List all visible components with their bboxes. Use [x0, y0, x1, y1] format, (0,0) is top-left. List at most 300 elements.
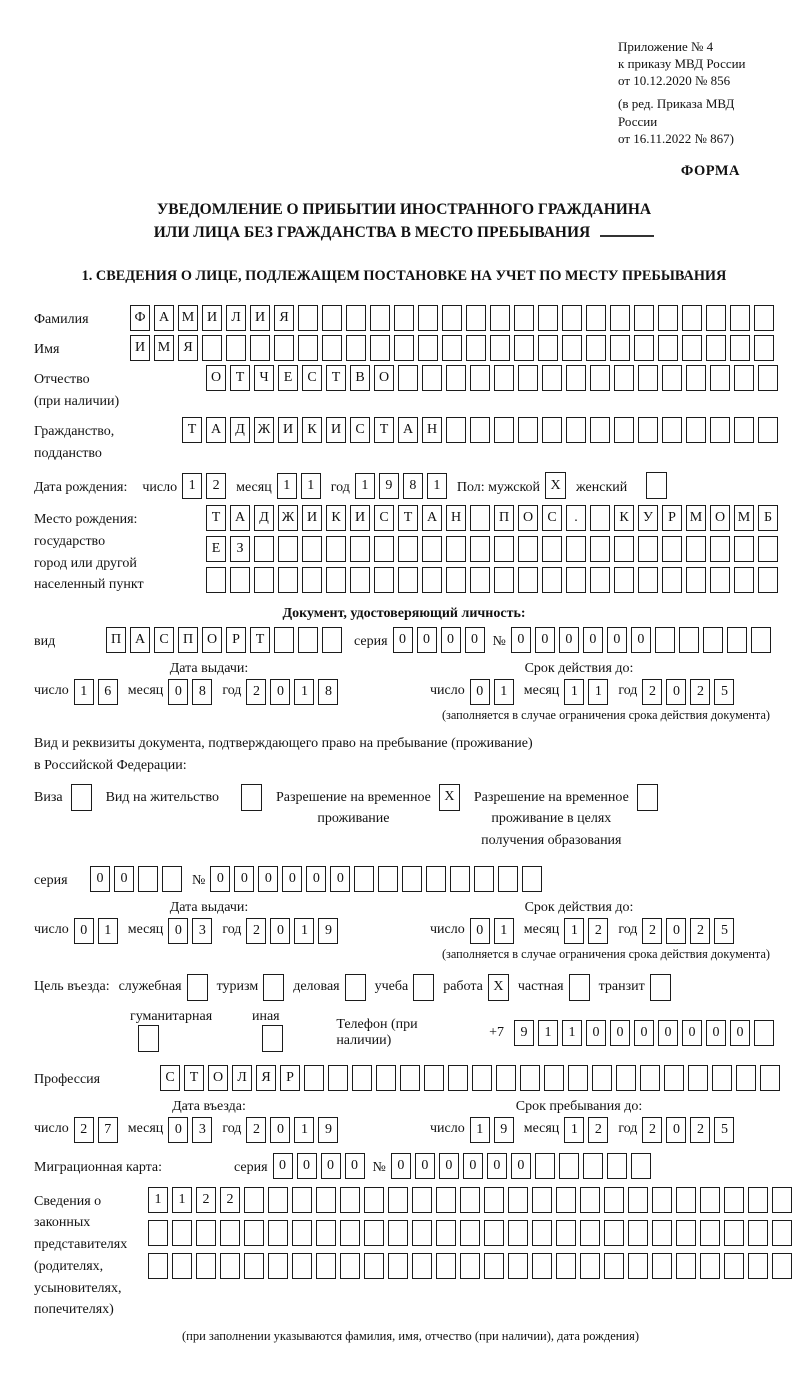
char-cell[interactable] — [544, 1065, 564, 1091]
char-cell[interactable]: 8 — [192, 679, 212, 705]
char-cell[interactable] — [172, 1220, 192, 1246]
char-cell[interactable] — [604, 1253, 624, 1279]
char-cell[interactable]: Л — [226, 305, 246, 331]
char-cell[interactable]: 0 — [535, 627, 555, 653]
char-cell[interactable]: О — [206, 365, 226, 391]
char-cell[interactable] — [450, 866, 470, 892]
char-cell[interactable]: Е — [206, 536, 226, 562]
char-cell[interactable]: М — [154, 335, 174, 361]
char-cell[interactable] — [520, 1065, 540, 1091]
char-cell[interactable] — [710, 567, 730, 593]
char-cell[interactable]: 0 — [306, 866, 326, 892]
char-cell[interactable]: А — [206, 417, 226, 443]
char-cell[interactable]: 1 — [294, 918, 314, 944]
char-cell[interactable] — [460, 1187, 480, 1213]
char-cell[interactable] — [664, 1065, 684, 1091]
char-cell[interactable] — [734, 567, 754, 593]
char-cell[interactable] — [398, 365, 418, 391]
char-cell[interactable] — [562, 305, 582, 331]
char-cell[interactable] — [638, 536, 658, 562]
char-cell[interactable] — [340, 1253, 360, 1279]
char-cell[interactable] — [412, 1253, 432, 1279]
char-cell[interactable]: 2 — [588, 1117, 608, 1143]
char-cell[interactable] — [631, 1153, 651, 1179]
char-cell[interactable] — [364, 1187, 384, 1213]
char-cell[interactable] — [628, 1253, 648, 1279]
char-cell[interactable] — [196, 1220, 216, 1246]
char-cell[interactable] — [772, 1220, 792, 1246]
char-cell[interactable] — [682, 305, 702, 331]
checkbox-turizm[interactable] — [263, 974, 284, 1001]
char-cell[interactable] — [772, 1187, 792, 1213]
char-cell[interactable] — [508, 1253, 528, 1279]
char-cell[interactable] — [566, 567, 586, 593]
char-cell[interactable]: 1 — [172, 1187, 192, 1213]
checkbox-sluzhebnaya[interactable] — [187, 974, 208, 1001]
char-cell[interactable] — [274, 335, 294, 361]
char-cell[interactable]: А — [130, 627, 150, 653]
char-cell[interactable] — [556, 1187, 576, 1213]
char-cell[interactable]: 5 — [714, 918, 734, 944]
char-cell[interactable]: 0 — [439, 1153, 459, 1179]
char-cell[interactable] — [760, 1065, 780, 1091]
char-cell[interactable] — [610, 305, 630, 331]
char-cell[interactable] — [662, 567, 682, 593]
char-cell[interactable]: М — [178, 305, 198, 331]
char-cell[interactable]: 0 — [511, 627, 531, 653]
char-cell[interactable]: 0 — [168, 679, 188, 705]
char-cell[interactable] — [616, 1065, 636, 1091]
char-cell[interactable] — [346, 305, 366, 331]
char-cell[interactable] — [340, 1220, 360, 1246]
char-cell[interactable] — [682, 335, 702, 361]
char-cell[interactable] — [436, 1187, 456, 1213]
char-cell[interactable] — [202, 335, 222, 361]
char-cell[interactable]: К — [326, 505, 346, 531]
char-cell[interactable] — [640, 1065, 660, 1091]
char-cell[interactable]: 1 — [277, 473, 297, 499]
checkbox-temporary-residence-education[interactable] — [637, 784, 658, 811]
char-cell[interactable] — [754, 1020, 774, 1046]
char-cell[interactable]: Т — [374, 417, 394, 443]
char-cell[interactable] — [518, 536, 538, 562]
char-cell[interactable]: 1 — [98, 918, 118, 944]
checkbox-ucheba[interactable] — [413, 974, 434, 1001]
char-cell[interactable] — [448, 1065, 468, 1091]
char-cell[interactable]: Т — [182, 417, 202, 443]
checkbox-chastnaya[interactable] — [569, 974, 590, 1001]
char-cell[interactable] — [490, 335, 510, 361]
char-cell[interactable] — [730, 305, 750, 331]
char-cell[interactable] — [376, 1065, 396, 1091]
char-cell[interactable] — [532, 1253, 552, 1279]
char-cell[interactable] — [426, 866, 446, 892]
char-cell[interactable] — [724, 1187, 744, 1213]
char-cell[interactable]: Я — [256, 1065, 276, 1091]
char-cell[interactable]: О — [202, 627, 222, 653]
char-cell[interactable] — [532, 1220, 552, 1246]
char-cell[interactable] — [322, 335, 342, 361]
char-cell[interactable]: Ж — [278, 505, 298, 531]
char-cell[interactable] — [278, 536, 298, 562]
char-cell[interactable] — [274, 627, 294, 653]
char-cell[interactable] — [418, 305, 438, 331]
checkbox-delovaya[interactable] — [345, 974, 366, 1001]
char-cell[interactable] — [734, 417, 754, 443]
char-cell[interactable]: И — [202, 305, 222, 331]
char-cell[interactable]: 0 — [487, 1153, 507, 1179]
char-cell[interactable]: С — [542, 505, 562, 531]
char-cell[interactable] — [748, 1220, 768, 1246]
char-cell[interactable] — [658, 305, 678, 331]
char-cell[interactable] — [518, 417, 538, 443]
char-cell[interactable]: А — [398, 417, 418, 443]
char-cell[interactable] — [535, 1153, 555, 1179]
char-cell[interactable] — [712, 1065, 732, 1091]
char-cell[interactable] — [604, 1220, 624, 1246]
char-cell[interactable]: 1 — [427, 473, 447, 499]
char-cell[interactable] — [378, 866, 398, 892]
char-cell[interactable] — [700, 1187, 720, 1213]
char-cell[interactable] — [686, 567, 706, 593]
char-cell[interactable]: С — [350, 417, 370, 443]
char-cell[interactable] — [628, 1220, 648, 1246]
char-cell[interactable] — [292, 1220, 312, 1246]
char-cell[interactable] — [706, 335, 726, 361]
char-cell[interactable]: 0 — [114, 866, 134, 892]
char-cell[interactable] — [542, 536, 562, 562]
char-cell[interactable]: Н — [446, 505, 466, 531]
char-cell[interactable] — [278, 567, 298, 593]
char-cell[interactable] — [566, 365, 586, 391]
char-cell[interactable] — [346, 335, 366, 361]
char-cell[interactable] — [700, 1220, 720, 1246]
char-cell[interactable]: 0 — [391, 1153, 411, 1179]
char-cell[interactable] — [494, 365, 514, 391]
checkbox-female[interactable] — [646, 472, 667, 499]
char-cell[interactable]: Р — [662, 505, 682, 531]
char-cell[interactable]: 3 — [192, 1117, 212, 1143]
char-cell[interactable]: 0 — [658, 1020, 678, 1046]
char-cell[interactable] — [676, 1220, 696, 1246]
char-cell[interactable] — [652, 1187, 672, 1213]
char-cell[interactable]: 9 — [514, 1020, 534, 1046]
char-cell[interactable] — [580, 1253, 600, 1279]
char-cell[interactable] — [326, 536, 346, 562]
char-cell[interactable] — [679, 627, 699, 653]
char-cell[interactable] — [652, 1220, 672, 1246]
char-cell[interactable]: 0 — [210, 866, 230, 892]
char-cell[interactable] — [412, 1220, 432, 1246]
char-cell[interactable]: 2 — [246, 679, 266, 705]
char-cell[interactable] — [474, 866, 494, 892]
char-cell[interactable] — [350, 536, 370, 562]
char-cell[interactable] — [686, 417, 706, 443]
char-cell[interactable] — [172, 1253, 192, 1279]
char-cell[interactable]: В — [350, 365, 370, 391]
char-cell[interactable]: 0 — [511, 1153, 531, 1179]
char-cell[interactable] — [652, 1253, 672, 1279]
char-cell[interactable] — [638, 417, 658, 443]
char-cell[interactable]: 0 — [234, 866, 254, 892]
char-cell[interactable]: 0 — [297, 1153, 317, 1179]
char-cell[interactable] — [398, 567, 418, 593]
char-cell[interactable] — [518, 365, 538, 391]
char-cell[interactable] — [514, 335, 534, 361]
char-cell[interactable] — [364, 1220, 384, 1246]
char-cell[interactable] — [388, 1187, 408, 1213]
char-cell[interactable] — [508, 1187, 528, 1213]
char-cell[interactable] — [580, 1220, 600, 1246]
char-cell[interactable]: 1 — [148, 1187, 168, 1213]
char-cell[interactable]: П — [178, 627, 198, 653]
char-cell[interactable] — [703, 627, 723, 653]
char-cell[interactable] — [748, 1253, 768, 1279]
char-cell[interactable] — [268, 1220, 288, 1246]
char-cell[interactable] — [398, 536, 418, 562]
char-cell[interactable] — [662, 365, 682, 391]
char-cell[interactable] — [340, 1187, 360, 1213]
char-cell[interactable] — [148, 1253, 168, 1279]
char-cell[interactable] — [388, 1220, 408, 1246]
char-cell[interactable] — [758, 365, 778, 391]
char-cell[interactable] — [254, 567, 274, 593]
char-cell[interactable]: 0 — [330, 866, 350, 892]
char-cell[interactable] — [496, 1065, 516, 1091]
char-cell[interactable] — [364, 1253, 384, 1279]
char-cell[interactable]: И — [350, 505, 370, 531]
char-cell[interactable] — [688, 1065, 708, 1091]
char-cell[interactable] — [494, 536, 514, 562]
char-cell[interactable] — [460, 1220, 480, 1246]
char-cell[interactable]: 2 — [642, 918, 662, 944]
char-cell[interactable]: 0 — [583, 627, 603, 653]
char-cell[interactable]: 0 — [586, 1020, 606, 1046]
char-cell[interactable] — [676, 1253, 696, 1279]
char-cell[interactable] — [352, 1065, 372, 1091]
char-cell[interactable] — [710, 536, 730, 562]
char-cell[interactable] — [592, 1065, 612, 1091]
char-cell[interactable]: 0 — [631, 627, 651, 653]
char-cell[interactable]: А — [154, 305, 174, 331]
char-cell[interactable]: Ж — [254, 417, 274, 443]
char-cell[interactable] — [514, 305, 534, 331]
char-cell[interactable]: Т — [184, 1065, 204, 1091]
char-cell[interactable] — [751, 627, 771, 653]
char-cell[interactable] — [226, 335, 246, 361]
char-cell[interactable]: 2 — [690, 1117, 710, 1143]
checkbox-residence-permit[interactable] — [241, 784, 262, 811]
char-cell[interactable]: 0 — [666, 1117, 686, 1143]
char-cell[interactable]: 5 — [714, 679, 734, 705]
char-cell[interactable]: 9 — [494, 1117, 514, 1143]
char-cell[interactable] — [562, 335, 582, 361]
char-cell[interactable] — [628, 1187, 648, 1213]
char-cell[interactable] — [590, 567, 610, 593]
char-cell[interactable] — [412, 1187, 432, 1213]
char-cell[interactable]: 0 — [417, 627, 437, 653]
char-cell[interactable] — [328, 1065, 348, 1091]
char-cell[interactable]: . — [566, 505, 586, 531]
char-cell[interactable]: 1 — [294, 1117, 314, 1143]
char-cell[interactable] — [590, 505, 610, 531]
char-cell[interactable] — [322, 627, 342, 653]
char-cell[interactable]: 1 — [74, 679, 94, 705]
char-cell[interactable] — [230, 567, 250, 593]
char-cell[interactable] — [388, 1253, 408, 1279]
char-cell[interactable] — [754, 305, 774, 331]
char-cell[interactable]: 6 — [98, 679, 118, 705]
char-cell[interactable] — [316, 1220, 336, 1246]
char-cell[interactable]: Б — [758, 505, 778, 531]
char-cell[interactable]: 0 — [470, 918, 490, 944]
char-cell[interactable]: Т — [398, 505, 418, 531]
char-cell[interactable] — [470, 536, 490, 562]
char-cell[interactable] — [614, 536, 634, 562]
char-cell[interactable] — [484, 1187, 504, 1213]
char-cell[interactable]: 2 — [690, 679, 710, 705]
char-cell[interactable] — [422, 365, 442, 391]
char-cell[interactable] — [374, 536, 394, 562]
char-cell[interactable] — [655, 627, 675, 653]
char-cell[interactable] — [470, 417, 490, 443]
char-cell[interactable]: 0 — [607, 627, 627, 653]
char-cell[interactable] — [638, 365, 658, 391]
char-cell[interactable] — [772, 1253, 792, 1279]
char-cell[interactable] — [472, 1065, 492, 1091]
char-cell[interactable] — [568, 1065, 588, 1091]
char-cell[interactable]: М — [686, 505, 706, 531]
char-cell[interactable] — [662, 536, 682, 562]
char-cell[interactable]: 1 — [494, 918, 514, 944]
char-cell[interactable] — [326, 567, 346, 593]
checkbox-gumanitarnaya[interactable] — [138, 1025, 159, 1052]
char-cell[interactable] — [532, 1187, 552, 1213]
char-cell[interactable] — [446, 536, 466, 562]
char-cell[interactable] — [538, 335, 558, 361]
char-cell[interactable]: 3 — [192, 918, 212, 944]
char-cell[interactable] — [302, 567, 322, 593]
char-cell[interactable]: 0 — [321, 1153, 341, 1179]
char-cell[interactable]: Ф — [130, 305, 150, 331]
char-cell[interactable] — [470, 505, 490, 531]
char-cell[interactable] — [710, 365, 730, 391]
char-cell[interactable]: 0 — [168, 918, 188, 944]
char-cell[interactable] — [498, 866, 518, 892]
char-cell[interactable] — [220, 1253, 240, 1279]
char-cell[interactable]: 1 — [562, 1020, 582, 1046]
char-cell[interactable]: Т — [230, 365, 250, 391]
char-cell[interactable]: 0 — [258, 866, 278, 892]
char-cell[interactable] — [736, 1065, 756, 1091]
char-cell[interactable] — [460, 1253, 480, 1279]
char-cell[interactable] — [394, 305, 414, 331]
char-cell[interactable]: 2 — [196, 1187, 216, 1213]
char-cell[interactable] — [138, 866, 158, 892]
char-cell[interactable] — [354, 866, 374, 892]
char-cell[interactable] — [466, 335, 486, 361]
char-cell[interactable]: И — [302, 505, 322, 531]
char-cell[interactable]: 5 — [714, 1117, 734, 1143]
char-cell[interactable]: 2 — [642, 679, 662, 705]
char-cell[interactable]: И — [250, 305, 270, 331]
char-cell[interactable] — [268, 1253, 288, 1279]
char-cell[interactable]: С — [374, 505, 394, 531]
char-cell[interactable] — [350, 567, 370, 593]
char-cell[interactable] — [466, 305, 486, 331]
char-cell[interactable]: М — [734, 505, 754, 531]
char-cell[interactable] — [638, 567, 658, 593]
char-cell[interactable] — [370, 335, 390, 361]
char-cell[interactable] — [748, 1187, 768, 1213]
char-cell[interactable]: А — [422, 505, 442, 531]
char-cell[interactable] — [758, 417, 778, 443]
char-cell[interactable] — [244, 1253, 264, 1279]
char-cell[interactable]: Я — [274, 305, 294, 331]
char-cell[interactable]: 0 — [470, 679, 490, 705]
char-cell[interactable]: 2 — [690, 918, 710, 944]
char-cell[interactable]: 2 — [206, 473, 226, 499]
char-cell[interactable]: 8 — [403, 473, 423, 499]
char-cell[interactable]: 0 — [559, 627, 579, 653]
char-cell[interactable] — [220, 1220, 240, 1246]
char-cell[interactable]: Р — [280, 1065, 300, 1091]
char-cell[interactable]: 0 — [345, 1153, 365, 1179]
char-cell[interactable] — [436, 1220, 456, 1246]
char-cell[interactable]: 0 — [666, 679, 686, 705]
checkbox-rabota[interactable]: X — [488, 974, 509, 1001]
char-cell[interactable] — [470, 567, 490, 593]
char-cell[interactable] — [316, 1253, 336, 1279]
char-cell[interactable]: О — [208, 1065, 228, 1091]
char-cell[interactable] — [634, 335, 654, 361]
char-cell[interactable] — [162, 866, 182, 892]
char-cell[interactable] — [304, 1065, 324, 1091]
char-cell[interactable] — [542, 417, 562, 443]
char-cell[interactable]: Д — [230, 417, 250, 443]
char-cell[interactable] — [706, 305, 726, 331]
char-cell[interactable]: И — [278, 417, 298, 443]
checkbox-tranzit[interactable] — [650, 974, 671, 1001]
char-cell[interactable]: Т — [206, 505, 226, 531]
char-cell[interactable] — [586, 335, 606, 361]
char-cell[interactable]: 0 — [441, 627, 461, 653]
char-cell[interactable] — [727, 627, 747, 653]
char-cell[interactable]: З — [230, 536, 250, 562]
char-cell[interactable] — [724, 1220, 744, 1246]
char-cell[interactable]: 0 — [730, 1020, 750, 1046]
char-cell[interactable]: П — [106, 627, 126, 653]
char-cell[interactable]: Р — [226, 627, 246, 653]
char-cell[interactable] — [446, 417, 466, 443]
char-cell[interactable]: 0 — [415, 1153, 435, 1179]
char-cell[interactable] — [754, 335, 774, 361]
char-cell[interactable]: 0 — [463, 1153, 483, 1179]
char-cell[interactable] — [148, 1220, 168, 1246]
char-cell[interactable]: 0 — [465, 627, 485, 653]
char-cell[interactable] — [542, 365, 562, 391]
char-cell[interactable]: 7 — [98, 1117, 118, 1143]
char-cell[interactable]: И — [326, 417, 346, 443]
char-cell[interactable] — [254, 536, 274, 562]
char-cell[interactable] — [402, 866, 422, 892]
char-cell[interactable] — [470, 365, 490, 391]
char-cell[interactable] — [298, 335, 318, 361]
char-cell[interactable] — [424, 1065, 444, 1091]
char-cell[interactable] — [590, 365, 610, 391]
char-cell[interactable] — [658, 335, 678, 361]
char-cell[interactable]: О — [710, 505, 730, 531]
